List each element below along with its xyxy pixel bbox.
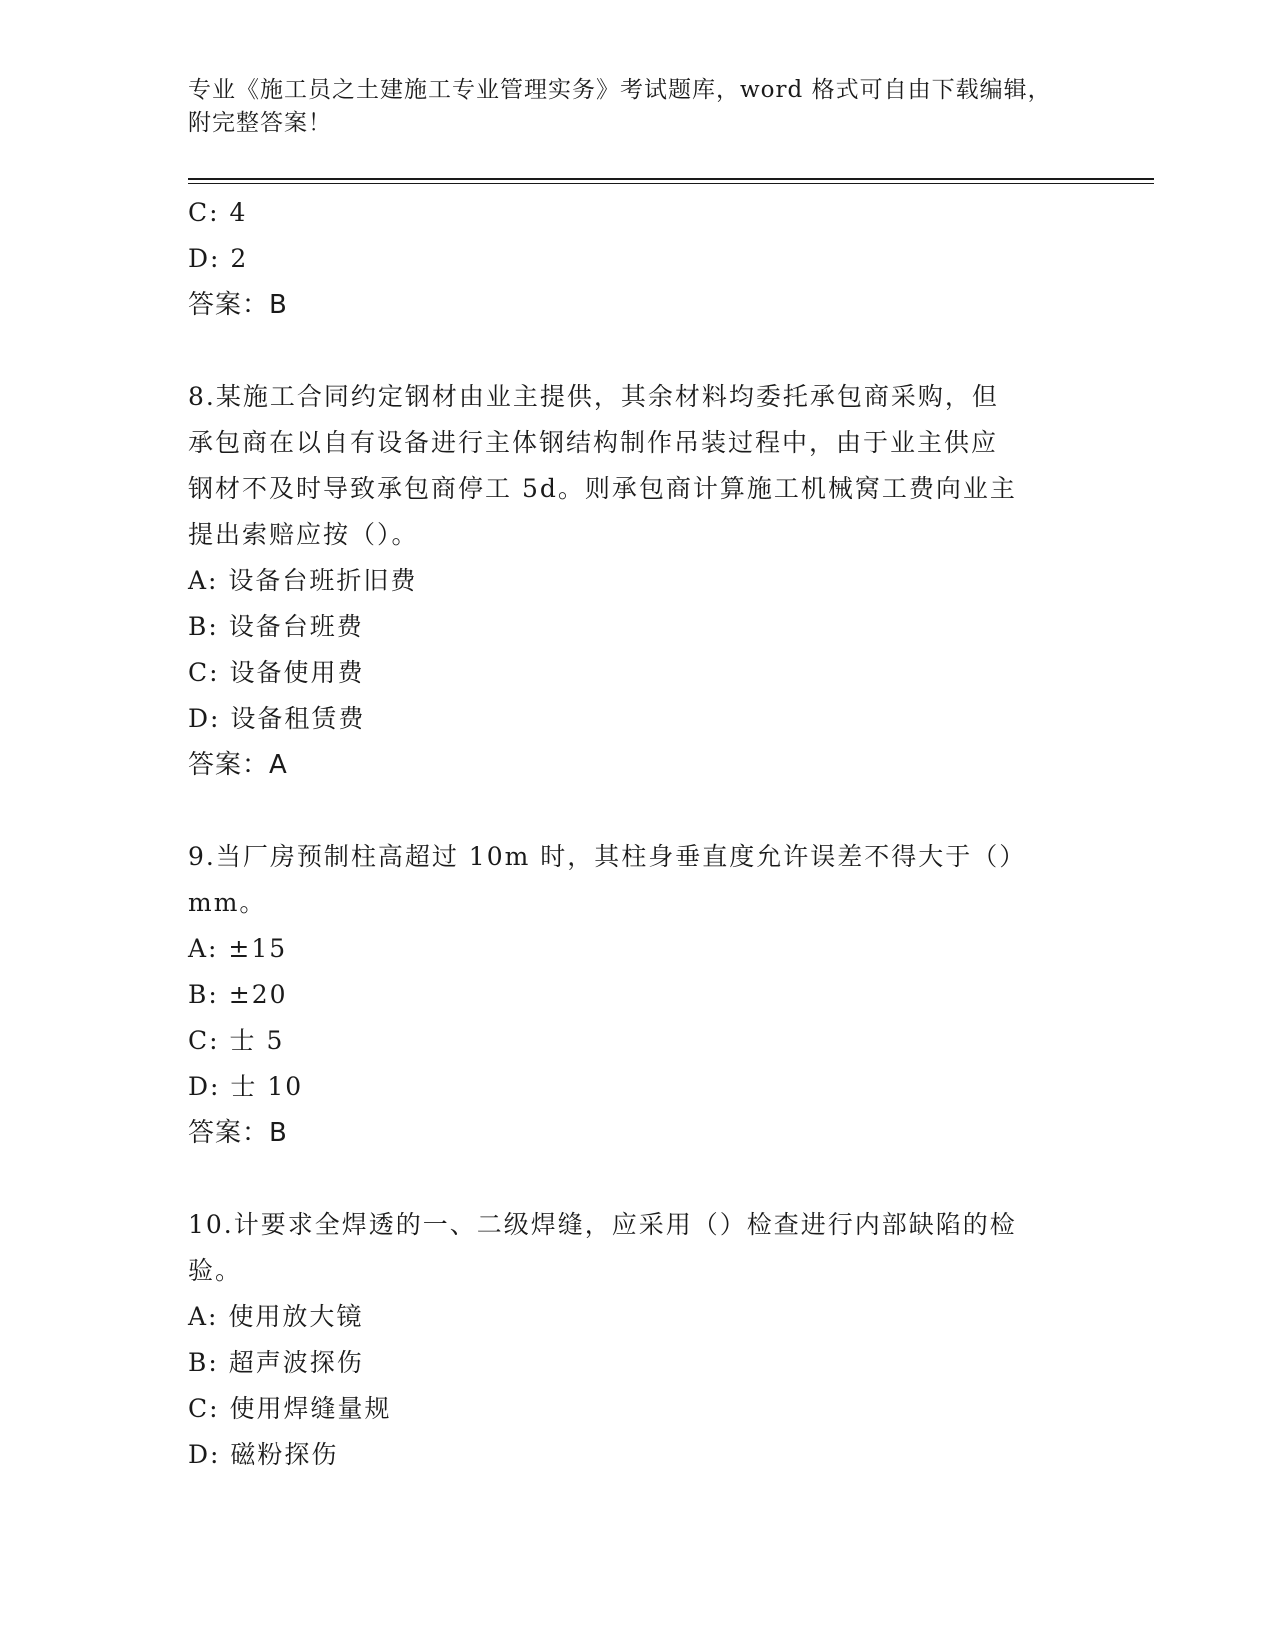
document-header — [188, 74, 1068, 140]
question-8 — [188, 374, 1088, 788]
option-d: D: 磁粉探伤 — [188, 1440, 339, 1469]
option-a: A: 使用放大镜 — [188, 1302, 364, 1331]
question-stem-line: mm。 — [188, 888, 267, 917]
spacer — [188, 328, 1088, 374]
header-line: 专业《施工员之土建施工专业管理实务》考试题库，word 格式可自由下载编辑， — [188, 77, 1052, 103]
question-9 — [188, 834, 1088, 1156]
question-stem-line: 9.当厂房预制柱高超过 10m 时，其柱身垂直度允许误差不得大于（） — [188, 842, 1027, 871]
option-a: A: ±15 — [188, 934, 288, 963]
question-list — [188, 190, 1088, 1478]
answer-line: 答案：B — [188, 290, 288, 320]
option-c: C: 4 — [188, 198, 248, 227]
spacer — [188, 1156, 1088, 1202]
answer-line: 答案：A — [188, 750, 288, 780]
option-a: A: 设备台班折旧费 — [188, 566, 418, 595]
previous-question-tail — [188, 190, 1088, 328]
question-stem-line: 钢材不及时导致承包商停工 5d。则承包商计算施工机械窝工费向业主 — [188, 474, 1017, 503]
option-b: B: 设备台班费 — [188, 612, 364, 641]
option-b: B: ±20 — [188, 980, 288, 1009]
header-divider-thick — [188, 178, 1154, 180]
question-stem-line: 10.计要求全焊透的一、二级焊缝，应采用（）检查进行内部缺陷的检 — [188, 1210, 1017, 1239]
question-stem-line: 承包商在以自有设备进行主体钢结构制作吊装过程中，由于业主供应 — [188, 428, 999, 457]
option-d: D: 士 10 — [188, 1072, 304, 1101]
header-divider-thin — [188, 183, 1154, 184]
spacer — [188, 788, 1088, 834]
header-line: 附完整答案！ — [188, 110, 332, 136]
option-c: C: 士 5 — [188, 1026, 285, 1055]
question-stem-line: 提出索赔应按（）。 — [188, 520, 419, 549]
option-c: C: 设备使用费 — [188, 658, 365, 687]
option-c: C: 使用焊缝量规 — [188, 1394, 392, 1423]
question-stem-line: 验。 — [188, 1256, 243, 1285]
option-b: B: 超声波探伤 — [188, 1348, 364, 1377]
option-d: D: 设备租赁费 — [188, 704, 366, 733]
question-10 — [188, 1202, 1088, 1478]
option-d: D: 2 — [188, 244, 249, 273]
answer-line: 答案：B — [188, 1118, 288, 1148]
question-stem-line: 8.某施工合同约定钢材由业主提供，其余材料均委托承包商采购，但 — [188, 382, 999, 411]
